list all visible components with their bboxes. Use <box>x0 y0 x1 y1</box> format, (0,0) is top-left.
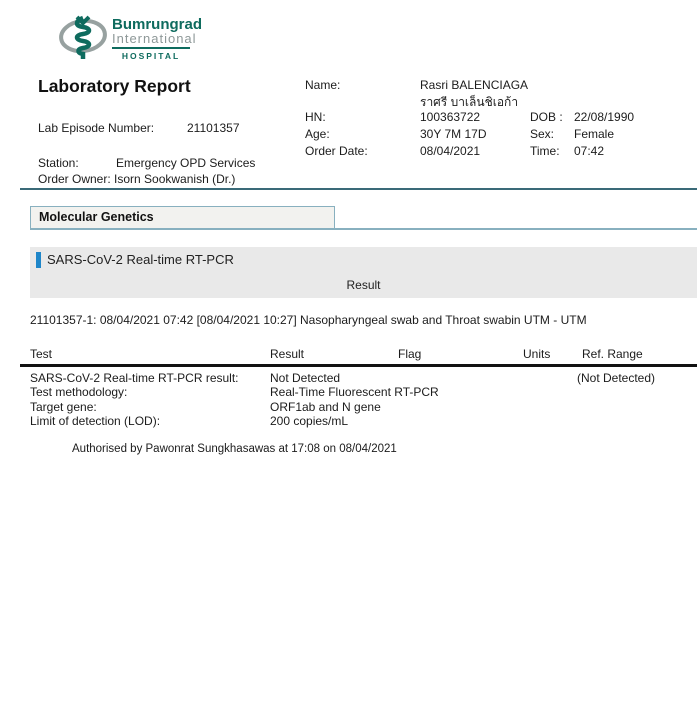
caduceus-icon <box>58 14 108 61</box>
station-value: Emergency OPD Services <box>116 156 256 170</box>
patient-hn-value: 100363722 <box>420 110 481 124</box>
cell-ref-range: (Not Detected) <box>577 371 656 385</box>
specimen-line: 21101357-1: 08/04/2021 07:42 [08/04/2021 10:27] Nasopharyngeal swab and Throat swabin UTM - UTM <box>30 313 587 327</box>
test-title-band <box>30 247 697 298</box>
table-header-row <box>30 347 697 361</box>
authorised-by-line: Authorised by Pawonrat Sungkhasawas at 17:08 on 08/04/2021 <box>72 443 397 455</box>
table-row <box>30 414 697 428</box>
section-molecular-genetics <box>30 206 335 229</box>
cell-test-name: SARS-CoV-2 Real-time RT-PCR result: <box>30 371 239 385</box>
patient-dob-value: 22/08/1990 <box>574 110 635 124</box>
patient-dob-label: DOB : <box>530 110 563 124</box>
col-header-ref-range: Ref. Range <box>582 347 643 361</box>
logo-text <box>112 17 232 61</box>
table-row <box>30 400 697 414</box>
col-header-test: Test <box>30 347 53 361</box>
table-row <box>30 385 697 399</box>
test-title: SARS-CoV-2 Real-time RT-PCR <box>47 252 234 267</box>
lab-episode-value: 21101357 <box>187 121 240 135</box>
time-label: Time: <box>530 144 560 158</box>
table-body <box>30 371 697 429</box>
cell-test-name: Test methodology: <box>30 385 128 400</box>
order-owner: Order Owner: Isorn Sookwanish (Dr.) <box>38 172 236 186</box>
col-header-units: Units <box>523 347 551 361</box>
cell-result: Real-Time Fluorescent RT-PCR <box>270 385 439 400</box>
hospital-logo <box>58 14 258 64</box>
col-header-result: Result <box>270 347 305 361</box>
logo-hospital-name: Bumrungrad <box>112 16 202 33</box>
cell-result: Not Detected <box>270 371 341 385</box>
table-row <box>30 371 697 385</box>
blue-accent-bar <box>36 252 41 268</box>
logo-tagline: HOSPITAL <box>121 51 181 61</box>
patient-name-value: Rasri BALENCIAGA <box>420 78 529 92</box>
header-divider-line <box>20 188 697 190</box>
patient-sex-label: Sex: <box>530 127 555 141</box>
col-header-flag: Flag <box>398 347 422 361</box>
time-value: 07:42 <box>574 144 605 158</box>
cell-result: 200 copies/mL <box>270 414 349 429</box>
cell-result: ORF1ab and N gene <box>270 399 381 414</box>
lab-episode-label: Lab Episode Number: <box>38 121 155 135</box>
result-section-header: Result <box>346 278 381 292</box>
patient-name-thai: ราศรี บาเล็นชิเอก้า <box>420 95 519 109</box>
patient-hn-label: HN: <box>305 110 326 124</box>
order-date-value: 08/04/2021 <box>420 144 481 158</box>
section-molecular-genetics-label: Molecular Genetics <box>39 210 154 224</box>
cell-test-name: Target gene: <box>30 399 97 414</box>
station-label: Station: <box>38 156 79 170</box>
page-title: Laboratory Report <box>38 76 191 96</box>
table-header-rule <box>20 364 697 367</box>
order-date-label: Order Date: <box>305 144 368 158</box>
patient-age-value: 30Y 7M 17D <box>420 127 487 141</box>
logo-hospital-subname: International <box>112 31 197 46</box>
patient-name-label: Name: <box>305 78 341 92</box>
cell-test-name: Limit of detection (LOD): <box>30 414 161 429</box>
patient-age-label: Age: <box>305 127 330 141</box>
logo-rule <box>112 47 190 49</box>
patient-sex-value: Female <box>574 127 615 141</box>
